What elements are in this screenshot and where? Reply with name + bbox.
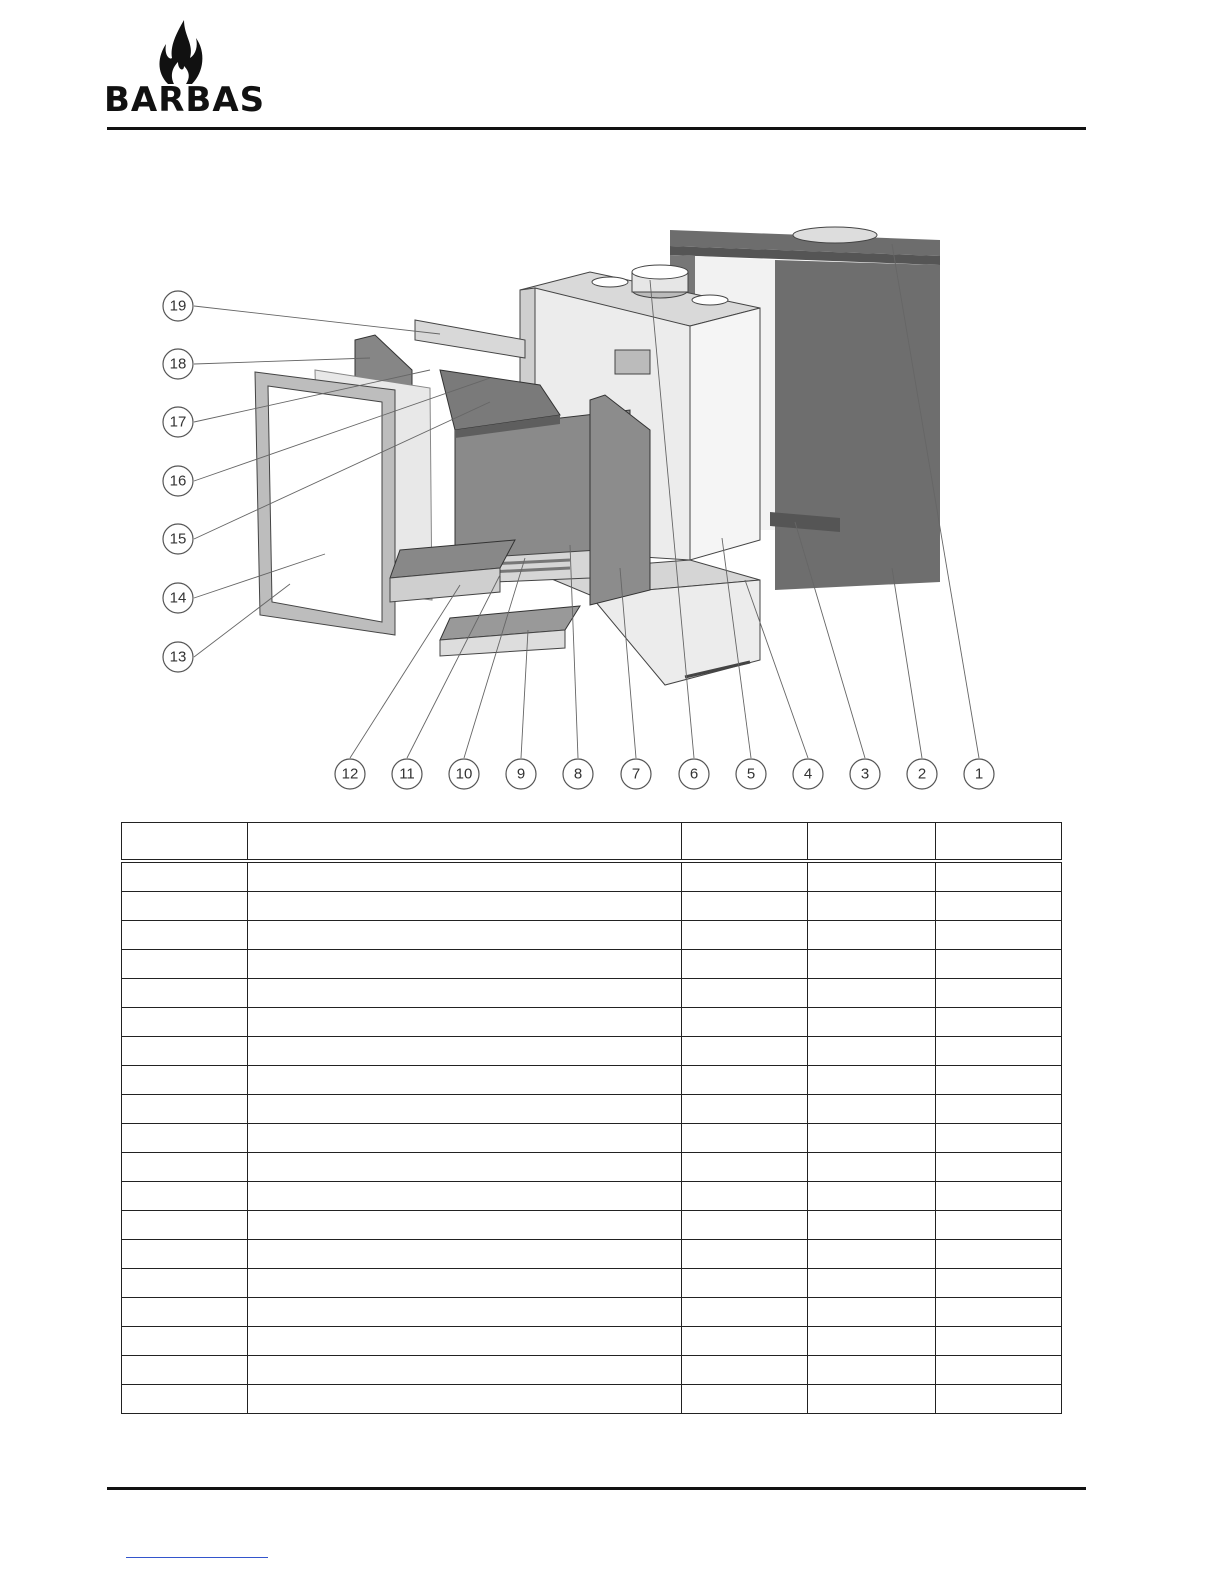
table-row xyxy=(122,950,1062,979)
callout-3 xyxy=(850,759,880,789)
header-cell xyxy=(936,823,1062,862)
svg-text:16: 16 xyxy=(169,472,187,490)
table-cell xyxy=(248,1211,682,1240)
table-cell xyxy=(682,1356,808,1385)
header-rule xyxy=(107,127,1086,130)
table-cell xyxy=(248,892,682,921)
table-cell xyxy=(808,921,936,950)
table-cell xyxy=(122,921,248,950)
table-cell xyxy=(682,892,808,921)
svg-text:3: 3 xyxy=(860,765,870,783)
table-cell xyxy=(808,861,936,892)
callout-5 xyxy=(736,759,766,789)
table-cell xyxy=(808,1211,936,1240)
svg-text:4: 4 xyxy=(803,765,813,783)
table-cell xyxy=(682,1037,808,1066)
table-cell xyxy=(808,979,936,1008)
table-cell xyxy=(808,1008,936,1037)
table-cell xyxy=(248,1356,682,1385)
svg-text:13: 13 xyxy=(169,648,187,666)
header-cell xyxy=(122,823,248,862)
callout-17 xyxy=(163,407,193,437)
exploded-view-diagram xyxy=(150,200,1050,810)
footer-link-underline[interactable] xyxy=(126,1557,268,1558)
table-row xyxy=(122,1298,1062,1327)
table-cell xyxy=(682,1327,808,1356)
svg-text:1: 1 xyxy=(974,765,984,783)
table-cell xyxy=(122,1095,248,1124)
table-cell xyxy=(936,979,1062,1008)
table-cell xyxy=(808,1182,936,1211)
table-cell xyxy=(248,1066,682,1095)
svg-text:11: 11 xyxy=(399,765,415,783)
table-cell xyxy=(122,1385,248,1414)
svg-text:7: 7 xyxy=(631,765,641,783)
table-cell xyxy=(808,1153,936,1182)
svg-text:17: 17 xyxy=(169,413,187,431)
table-body xyxy=(122,861,1062,1414)
callout-13 xyxy=(163,642,193,672)
table-cell xyxy=(248,1037,682,1066)
table-cell xyxy=(248,861,682,892)
table-cell xyxy=(248,1095,682,1124)
callout-18 xyxy=(163,349,193,379)
svg-text:19: 19 xyxy=(169,297,187,315)
table-cell xyxy=(682,1008,808,1037)
parts-table xyxy=(121,822,1062,1414)
table-row xyxy=(122,1240,1062,1269)
table-row xyxy=(122,1008,1062,1037)
table-cell xyxy=(248,1385,682,1414)
table-cell xyxy=(248,1327,682,1356)
table-cell xyxy=(936,1385,1062,1414)
table-row xyxy=(122,1211,1062,1240)
table-cell xyxy=(248,1008,682,1037)
table-cell xyxy=(122,1211,248,1240)
header-cell xyxy=(248,823,682,862)
table-row xyxy=(122,1095,1062,1124)
table-cell xyxy=(936,1327,1062,1356)
svg-text:12: 12 xyxy=(341,765,359,783)
callout-19 xyxy=(163,291,193,321)
table-cell xyxy=(808,1095,936,1124)
table-cell xyxy=(808,1385,936,1414)
callout-7 xyxy=(621,759,651,789)
table-row xyxy=(122,1182,1062,1211)
svg-text:10: 10 xyxy=(455,765,473,783)
table-cell xyxy=(808,1356,936,1385)
brand-logo-text: BARBAS xyxy=(104,80,266,120)
callout-8 xyxy=(563,759,593,789)
callout-6 xyxy=(679,759,709,789)
table-cell xyxy=(936,1153,1062,1182)
table-cell xyxy=(682,1240,808,1269)
table-row xyxy=(122,1037,1062,1066)
table-cell xyxy=(122,1240,248,1269)
table-cell xyxy=(808,892,936,921)
table-cell xyxy=(682,1066,808,1095)
callout-9 xyxy=(506,759,536,789)
table-cell xyxy=(808,1066,936,1095)
callout-2 xyxy=(907,759,937,789)
table-cell xyxy=(682,1182,808,1211)
table-cell xyxy=(248,950,682,979)
table-row xyxy=(122,892,1062,921)
svg-text:14: 14 xyxy=(169,589,187,607)
table-row xyxy=(122,1124,1062,1153)
table-cell xyxy=(936,892,1062,921)
table-cell xyxy=(682,979,808,1008)
table-cell xyxy=(682,861,808,892)
table-cell xyxy=(248,1124,682,1153)
callout-4 xyxy=(793,759,823,789)
table-cell xyxy=(682,1153,808,1182)
table-row xyxy=(122,1385,1062,1414)
table-cell xyxy=(936,1095,1062,1124)
svg-text:2: 2 xyxy=(917,765,927,783)
table-cell xyxy=(682,1269,808,1298)
callout-10 xyxy=(449,759,479,789)
table-cell xyxy=(682,950,808,979)
table-cell xyxy=(122,950,248,979)
callout-11 xyxy=(392,759,422,789)
header-cell xyxy=(682,823,808,862)
svg-text:9: 9 xyxy=(516,765,526,783)
footer-rule xyxy=(107,1487,1086,1490)
table-cell xyxy=(122,979,248,1008)
table-row xyxy=(122,1153,1062,1182)
table-row xyxy=(122,979,1062,1008)
table-cell xyxy=(936,1066,1062,1095)
table-cell xyxy=(122,1269,248,1298)
table-cell xyxy=(682,1211,808,1240)
table-cell xyxy=(248,1182,682,1211)
table-cell xyxy=(682,1124,808,1153)
header-cell xyxy=(808,823,936,862)
table-cell xyxy=(936,861,1062,892)
table-row xyxy=(122,861,1062,892)
table-cell xyxy=(808,1124,936,1153)
table-cell xyxy=(936,950,1062,979)
callout-15 xyxy=(163,524,193,554)
table-cell xyxy=(248,921,682,950)
table-cell xyxy=(936,1037,1062,1066)
table-cell xyxy=(122,1182,248,1211)
svg-text:15: 15 xyxy=(169,530,187,548)
table-row xyxy=(122,1269,1062,1298)
table-cell xyxy=(808,1240,936,1269)
table-cell xyxy=(122,1327,248,1356)
table-cell xyxy=(808,1298,936,1327)
table-cell xyxy=(122,1008,248,1037)
table-cell xyxy=(122,1124,248,1153)
table-cell xyxy=(122,861,248,892)
table-cell xyxy=(122,1153,248,1182)
callout-1 xyxy=(964,759,994,789)
table-cell xyxy=(936,1240,1062,1269)
table-row xyxy=(122,1356,1062,1385)
table-cell xyxy=(682,1298,808,1327)
table-cell xyxy=(808,1037,936,1066)
table-cell xyxy=(248,979,682,1008)
table-cell xyxy=(122,1298,248,1327)
table-cell xyxy=(936,1356,1062,1385)
table-row xyxy=(122,1066,1062,1095)
top-bracket xyxy=(415,320,525,358)
table-cell xyxy=(936,1298,1062,1327)
table-cell xyxy=(248,1269,682,1298)
door-frame xyxy=(255,372,395,635)
table-cell xyxy=(936,1124,1062,1153)
table-cell xyxy=(936,921,1062,950)
table-cell xyxy=(936,1269,1062,1298)
callout-12 xyxy=(335,759,365,789)
table-cell xyxy=(122,1356,248,1385)
table-cell xyxy=(248,1298,682,1327)
svg-text:6: 6 xyxy=(689,765,699,783)
svg-text:18: 18 xyxy=(169,355,187,373)
callout-14 xyxy=(163,583,193,613)
table-cell xyxy=(936,1182,1062,1211)
right-side-brick xyxy=(590,395,650,605)
table-cell xyxy=(936,1211,1062,1240)
table-cell xyxy=(248,1240,682,1269)
table-cell xyxy=(682,1385,808,1414)
table-cell xyxy=(122,1066,248,1095)
table-row xyxy=(122,921,1062,950)
table-cell xyxy=(248,1153,682,1182)
callout-16 xyxy=(163,466,193,496)
svg-text:5: 5 xyxy=(746,765,756,783)
table-cell xyxy=(122,892,248,921)
table-cell xyxy=(936,1008,1062,1037)
table-cell xyxy=(682,1095,808,1124)
table-header-row xyxy=(122,823,1062,862)
table-cell xyxy=(808,1327,936,1356)
table-cell xyxy=(122,1037,248,1066)
table-row xyxy=(122,1327,1062,1356)
table-cell xyxy=(682,921,808,950)
table-cell xyxy=(808,1269,936,1298)
svg-text:8: 8 xyxy=(573,765,583,783)
table-cell xyxy=(808,950,936,979)
